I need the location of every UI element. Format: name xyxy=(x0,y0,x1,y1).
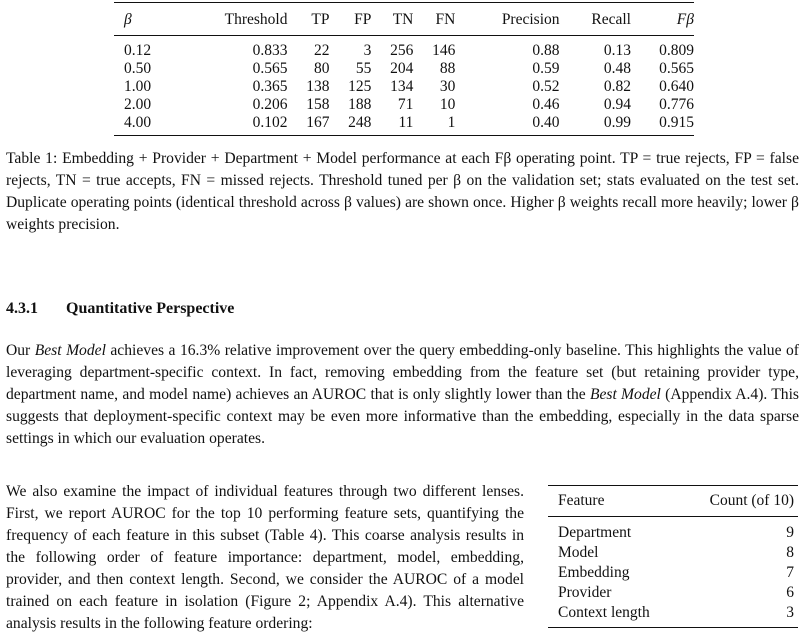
emphasis-best-model: Best Model xyxy=(589,386,661,403)
feature-count-table xyxy=(548,485,798,628)
col-header-beta: β xyxy=(114,3,174,36)
table-row xyxy=(548,563,798,583)
cell: 0.102 xyxy=(252,114,288,131)
cell: 0.206 xyxy=(252,96,288,113)
cell: 3 xyxy=(363,42,372,59)
col-header-tp: TP xyxy=(287,3,329,36)
cell: 0.99 xyxy=(603,114,631,131)
cell: Department xyxy=(558,524,632,541)
cell: 0.365 xyxy=(252,78,288,95)
cell: 0.565 xyxy=(659,60,694,77)
cell: 0.46 xyxy=(532,96,560,113)
cell: 80 xyxy=(313,60,330,77)
cell: 0.776 xyxy=(659,96,694,113)
cell: 88 xyxy=(439,60,456,77)
cell: 138 xyxy=(306,78,330,95)
table-row xyxy=(548,517,798,544)
cell: 0.809 xyxy=(659,42,694,59)
cell: 125 xyxy=(348,78,372,95)
cell: Embedding xyxy=(558,564,630,581)
section-title: Quantitative Perspective xyxy=(66,300,235,317)
col-header-fn: FN xyxy=(413,3,455,36)
cell: 0.82 xyxy=(603,78,631,95)
cell: 7 xyxy=(786,564,794,581)
body-paragraph-1 xyxy=(6,340,799,450)
cell: 158 xyxy=(306,96,330,113)
cell: 134 xyxy=(390,78,414,95)
cell: 22 xyxy=(313,42,330,59)
table-header-row xyxy=(548,486,798,517)
cell: 0.13 xyxy=(603,42,631,59)
cell: 8 xyxy=(786,544,794,561)
table-row xyxy=(548,583,798,603)
col-header-recall: Recall xyxy=(560,3,631,36)
cell: 248 xyxy=(348,114,372,131)
cell: 3 xyxy=(786,604,794,621)
paragraph-text: (Appendix A.4). This suggests that deployment-specific context may be even more informative than the embedding, especially in the data sparse settings in which our evaluation operates. xyxy=(6,386,799,447)
emphasis-best-model: Best Model xyxy=(34,342,106,359)
cell: 9 xyxy=(786,524,794,541)
col-header-threshold: Threshold xyxy=(174,3,287,36)
cell: 0.40 xyxy=(532,114,560,131)
cell: 0.12 xyxy=(124,42,152,59)
col-header-feature: Feature xyxy=(548,486,681,517)
cell: Provider xyxy=(558,584,612,601)
cell: 10 xyxy=(439,96,456,113)
body-paragraph-2: We also examine the impact of individual features through two different lenses. First, we report AUROC for the top 10 performing feature sets, quantifying the frequency of each feature in this subset (Table 4). This coarse analysis results in the following order of feature importance: department, model, embedding, provider, and then context length. Second, we consider the AUROC of a model trained on each feature in isolation (Figure 2; Appendix A.4). This alternative analysis results in the following feature ordering: xyxy=(6,483,524,632)
col-header-precision: Precision xyxy=(455,3,559,36)
cell: 0.59 xyxy=(532,60,560,77)
cell: Context length xyxy=(558,604,650,621)
table-row xyxy=(114,114,694,136)
operating-points-table xyxy=(114,2,694,136)
section-number: 4.3.1 xyxy=(6,300,38,317)
cell: 188 xyxy=(348,96,372,113)
cell: 55 xyxy=(355,60,372,77)
table-header-row xyxy=(114,3,694,36)
table-row xyxy=(114,78,694,96)
table-caption: Table 1: Embedding + Provider + Department + Model performance at each Fβ operating point. TP = true rejects, FP = false rejects, TN = true accepts, FN = missed rejects. Threshold tuned per β on the validation set; stats evaluated on the test set. Duplicate operating points (identical threshold across β values) are shown once. Higher β weights recall more heavily; lower β weights precision. xyxy=(6,150,799,233)
cell: Model xyxy=(558,544,599,561)
cell: 4.00 xyxy=(124,114,152,131)
cell: 1 xyxy=(447,114,456,131)
cell: 71 xyxy=(397,96,414,113)
cell: 6 xyxy=(786,584,794,601)
cell: 146 xyxy=(432,42,456,59)
section-heading xyxy=(6,300,234,318)
col-header-fp: FP xyxy=(329,3,371,36)
cell: 0.52 xyxy=(532,78,560,95)
table-row xyxy=(548,603,798,628)
table-row xyxy=(114,60,694,78)
cell: 0.50 xyxy=(124,60,152,77)
paragraph-text: achieves a 16.3% relative improvement over the query embedding-only baseline. This highlights the value of leveraging department-specific context. In fact, removing embedding from the feature set (but retaining provider type, department name, and model name) achieves an AUROC that is only slightly lower than the xyxy=(6,342,799,403)
paragraph-text: Our xyxy=(6,342,35,359)
table-row xyxy=(114,96,694,114)
cell: 204 xyxy=(390,60,414,77)
col-header-fbeta: Fβ xyxy=(631,3,694,36)
cell: 167 xyxy=(306,114,330,131)
cell: 0.48 xyxy=(603,60,631,77)
cell: 256 xyxy=(390,42,414,59)
cell: 0.915 xyxy=(659,114,694,131)
cell: 30 xyxy=(439,78,456,95)
cell: 11 xyxy=(398,114,414,131)
cell: 0.565 xyxy=(252,60,288,77)
cell: 0.833 xyxy=(252,42,288,59)
cell: 0.88 xyxy=(532,42,560,59)
cell: 2.00 xyxy=(124,96,152,113)
col-header-count: Count (of 10) xyxy=(681,486,798,517)
table-row xyxy=(548,543,798,563)
cell: 0.640 xyxy=(659,78,694,95)
table-row xyxy=(114,36,694,61)
cell: 0.94 xyxy=(603,96,631,113)
cell: 1.00 xyxy=(124,78,152,95)
col-header-tn: TN xyxy=(371,3,413,36)
